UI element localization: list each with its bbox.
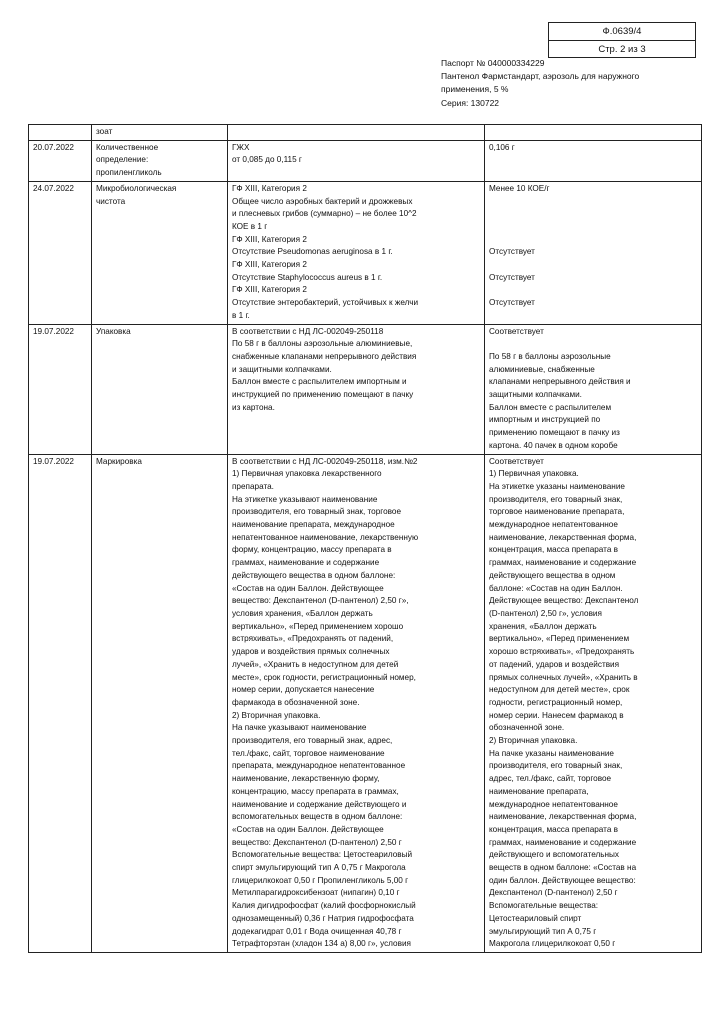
requirement-line: встряхивать», «Предохранять от падений, — [232, 634, 394, 644]
requirement-line: Общее число аэробных бактерий и дрожжевых — [232, 196, 413, 206]
result-line: концентрация, масса препарата в — [489, 824, 619, 834]
requirement-line: вертикально», «Перед применением хорошо — [232, 621, 404, 631]
result-line: хорошо встряхивать», «Предохранять — [489, 647, 635, 657]
result-line — [489, 234, 697, 247]
result-cell — [485, 324, 702, 454]
result-cell — [485, 181, 702, 324]
test-cell — [92, 140, 228, 181]
result-line: наименование, лекарственная форма, — [489, 532, 637, 542]
requirement-cell — [228, 140, 485, 181]
result-line — [489, 196, 697, 209]
test-cell — [92, 181, 228, 324]
result-line: Декспантенол (D-пантенол) 2,50 г — [489, 888, 618, 898]
result-line: На пачке указаны наименование — [489, 748, 614, 758]
requirement-line: производителя, его товарный знак, адрес, — [232, 736, 393, 746]
table-row — [29, 324, 702, 454]
requirement-line: ГФ XIII, Категория 2 — [232, 183, 307, 193]
requirement-line: вещество: Декспантенол (D-пантенол) 2,50 г», — [232, 596, 409, 606]
result-line: граммах, наименование и содержание — [489, 558, 637, 568]
requirement-line: лучей», «Хранить в недоступном для детей — [232, 659, 399, 669]
requirement-line: глицерилкокоат 0,50 г Пропиленгликоль 5,00 г — [232, 875, 409, 885]
requirement-cell — [228, 125, 485, 141]
requirement-line: однозамещенный) 0,36 г Натрия гидрофосфата — [232, 913, 414, 923]
result-line: торговое наименование препарата, — [489, 507, 625, 517]
result-line: годности, регистрационный номер, — [489, 697, 623, 707]
date-cell — [29, 454, 92, 952]
requirement-line: ГФ XIII, Категория 2 — [232, 285, 307, 295]
requirement-line: ГЖХ — [232, 142, 250, 152]
result-line — [489, 221, 697, 234]
product-name-line-1: Пантенол Фармстандарт, аэрозоль для наружного — [441, 71, 640, 82]
test-name-line: Упаковка — [96, 326, 131, 336]
requirement-line: номер серии, допускается нанесение — [232, 685, 375, 695]
test-text: зоат — [96, 127, 113, 136]
test-name-line: чистота — [96, 196, 126, 206]
requirement-line: инструкцией по применению помещают в пачку — [232, 390, 414, 400]
date-cell — [29, 125, 92, 141]
test-date: 20.07.2022 — [33, 142, 74, 152]
requirement-line: Калия дигидрофосфат (калий фосфорнокислый — [232, 901, 416, 911]
result-line: Менее 10 КОЕ/г — [489, 183, 550, 193]
test-cell — [92, 454, 228, 952]
requirement-line: и защитными колпачками. — [232, 364, 332, 374]
test-cell — [92, 324, 228, 454]
result-line: концентрация, масса препарата в — [489, 545, 619, 555]
requirement-cell — [228, 454, 485, 952]
requirement-line: По 58 г в баллоны аэрозольные алюминиевые, — [232, 339, 413, 349]
date-cell — [29, 324, 92, 454]
requirement-line: 1) Первичная упаковка лекарственного — [232, 469, 382, 479]
form-code-box — [548, 22, 696, 58]
result-line: производителя, его товарный знак, — [489, 494, 623, 504]
requirement-line: производителя, его товарный знак, торговое — [232, 507, 402, 517]
result-line: баллоне: «Состав на один Баллон. — [489, 583, 623, 593]
requirement-line: снабженные клапанами непрерывного действия — [232, 351, 417, 361]
test-name-line: Маркировка — [96, 456, 142, 466]
requirement-line: фармакода в обозначенной зоне. — [232, 697, 360, 707]
test-results-table — [28, 124, 702, 953]
result-line: международное непатентованное — [489, 799, 618, 809]
result-line: от падений, ударов и воздействия — [489, 659, 620, 669]
requirement-line: наименование, лекарственную форму, — [232, 774, 380, 784]
requirement-line: В соответствии с НД ЛС-002049-250118 — [232, 326, 384, 336]
result-line: клапанами непрерывного действия и — [489, 377, 631, 387]
test-date: 19.07.2022 — [33, 456, 74, 466]
result-line: Соответствует — [489, 456, 544, 466]
passport-number: Паспорт № 040000334229 — [441, 58, 545, 68]
result-line: Соответствует — [489, 326, 544, 336]
requirement-line: «Состав на один Баллон. Действующее — [232, 583, 384, 593]
test-date: 19.07.2022 — [33, 326, 74, 336]
result-line: 2) Вторичная упаковка. — [489, 736, 578, 746]
table-row-continuation — [29, 125, 702, 141]
requirement-line: из картона. — [232, 402, 275, 412]
requirement-line: На этикетке указывают наименование — [232, 494, 378, 504]
requirement-line: вспомогательных веществ в одном баллоне: — [232, 812, 403, 822]
result-line: 1) Первичная упаковка. — [489, 469, 579, 479]
date-cell — [29, 140, 92, 181]
requirement-line: В соответствии с НД ЛС-002049-250118, изм.№2 — [232, 456, 418, 466]
result-line: производителя, его товарный знак, — [489, 761, 623, 771]
result-cell — [485, 125, 702, 141]
requirement-line: препарата. — [232, 481, 274, 491]
requirement-line: Вспомогательные вещества: Цетостеариловый — [232, 850, 413, 860]
requirement-line: Баллон вместе с распылителем импортным и — [232, 377, 407, 387]
requirement-line: ГФ XIII, Категория 2 — [232, 234, 307, 244]
requirement-line: вещество: Декспантенол (D-пантенол) 2,50 г — [232, 837, 402, 847]
result-line: Действующее вещество: Декспантенол — [489, 596, 639, 606]
result-line: один баллон. Действующее вещество: — [489, 875, 636, 885]
result-line: применению помещают в пачку из — [489, 428, 620, 438]
result-line: Баллон вместе с распылителем — [489, 402, 612, 412]
result-line: Отсутствует — [489, 272, 535, 282]
result-line: На этикетке указаны наименование — [489, 481, 625, 491]
result-line: номер серии. Нанесем фармакод в — [489, 710, 624, 720]
result-line: недоступном для детей месте», срок — [489, 685, 630, 695]
result-cell — [485, 454, 702, 952]
requirement-line: действующего вещества в одном баллоне: — [232, 570, 396, 580]
result-line — [489, 338, 697, 351]
test-name-line: пропиленгликоль — [96, 168, 162, 178]
result-line: наименование препарата, — [489, 786, 589, 796]
test-name-line: Микробиологическая — [96, 183, 177, 193]
result-line: адрес, тел./факс, сайт, торговое — [489, 774, 612, 784]
result-line: Цетостеариловый спирт — [489, 913, 582, 923]
requirement-line: наименование препарата, международное — [232, 520, 395, 530]
requirement-line: На пачке указывают наименование — [232, 723, 367, 733]
requirement-line: Отсутствие Staphylococcus aureus в 1 г. — [232, 272, 383, 282]
requirement-cell — [228, 324, 485, 454]
test-name-line: Количественное — [96, 142, 159, 152]
result-line: Отсутствует — [489, 298, 535, 308]
page-number: Стр. 2 из 3 — [549, 40, 695, 57]
result-line: наименование, лекарственная форма, — [489, 812, 637, 822]
result-line: Макрогола глицерилкокоат 0,50 г — [489, 939, 616, 949]
form-code: Ф.0639/4 — [602, 26, 642, 37]
date-cell — [29, 181, 92, 324]
requirement-line: месте», срок годности, регистрационный номер, — [232, 672, 416, 682]
requirement-line: и плесневых грибов (суммарно) – не более 10^2 — [232, 209, 417, 219]
result-line: защитными колпачками. — [489, 390, 582, 400]
result-line: действующего вещества в одном — [489, 570, 616, 580]
requirement-line: 2) Вторичная упаковка. — [232, 710, 321, 720]
requirement-line: наименование и содержание действующего и — [232, 799, 407, 809]
requirement-line: ГФ XIII, Категория 2 — [232, 260, 307, 270]
requirement-line: Отсутствие энтеробактерий, устойчивых к желчи — [232, 298, 419, 308]
requirement-line: Метилпарагидроксибензоат (нипагин) 0,10 г — [232, 888, 400, 898]
requirement-line: препарата, международное непатентованное — [232, 761, 406, 771]
result-cell — [485, 140, 702, 181]
requirement-line: спирт эмульгирующий тип А 0,75 г Макрогола — [232, 863, 406, 873]
requirement-line: ударов и воздействия прямых солнечных — [232, 647, 390, 657]
requirement-line: додекагидрат 0,01 г Вода очищенная 40,78 г — [232, 926, 402, 936]
table-row — [29, 454, 702, 952]
result-line: Вспомогательные вещества: — [489, 901, 599, 911]
result-line: международное непатентованное — [489, 520, 618, 530]
requirement-line: Отсутствие Pseudomonas aeruginosa в 1 г. — [232, 247, 393, 257]
requirement-line: условия хранения, «Баллон держать — [232, 609, 373, 618]
requirement-line: тел./факс, сайт, торговое наименование — [232, 748, 385, 758]
result-line — [489, 208, 697, 221]
batch-number: Серия: 130722 — [441, 97, 500, 108]
test-cell — [92, 125, 228, 141]
requirement-line: в 1 г. — [232, 310, 250, 320]
result-line: вертикально», «Перед применением — [489, 634, 630, 644]
requirement-line: концентрацию, массу препарата в граммах, — [232, 786, 399, 796]
result-line: хранения, «Баллон держать — [489, 621, 597, 631]
table-row — [29, 181, 702, 324]
table-row — [29, 140, 702, 181]
test-date: 24.07.2022 — [33, 183, 74, 193]
requirement-line: «Состав на один Баллон. Действующее — [232, 824, 384, 834]
requirement-line: Тетрафторэтан (хладон 134 а) 8,00 г», условия — [232, 939, 411, 949]
result-line: По 58 г в баллоны аэрозольные — [489, 351, 611, 361]
passport-info — [441, 57, 691, 110]
requirement-line: КОЕ в 1 г — [232, 221, 268, 231]
result-line: картона. 40 пачек в одном коробе — [489, 440, 618, 450]
requirement-cell — [228, 181, 485, 324]
product-name-line-2: применения, 5 % — [441, 84, 509, 95]
result-line: Отсутствует — [489, 247, 535, 257]
requirement-line: от 0,085 до 0,115 г — [232, 155, 302, 165]
result-line: 0,106 г — [489, 142, 515, 152]
result-line: импортным и инструкцией по — [489, 415, 601, 425]
test-name-line: определение: — [96, 155, 149, 165]
result-line — [489, 259, 697, 272]
requirement-line: непатентованное наименование, лекарственную — [232, 532, 419, 542]
result-line: прямых солнечных лучей», «Хранить в — [489, 672, 638, 682]
result-line: веществ в одном баллоне: «Состав на — [489, 863, 637, 873]
result-line: граммах, наименование и содержание — [489, 837, 637, 847]
result-line: эмульгирующий тип А 0,75 г — [489, 926, 597, 936]
result-line: алюминиевые, снабженные — [489, 364, 595, 374]
requirement-line: граммах, наименование и содержание — [232, 558, 380, 568]
result-line: действующего и вспомогательных — [489, 850, 620, 860]
result-line: обозначенной зоне. — [489, 723, 565, 733]
result-line: (D-пантенол) 2,50 г», условия — [489, 609, 602, 618]
result-line — [489, 284, 697, 297]
requirement-line: форму, концентрацию, массу препарата в — [232, 545, 392, 555]
